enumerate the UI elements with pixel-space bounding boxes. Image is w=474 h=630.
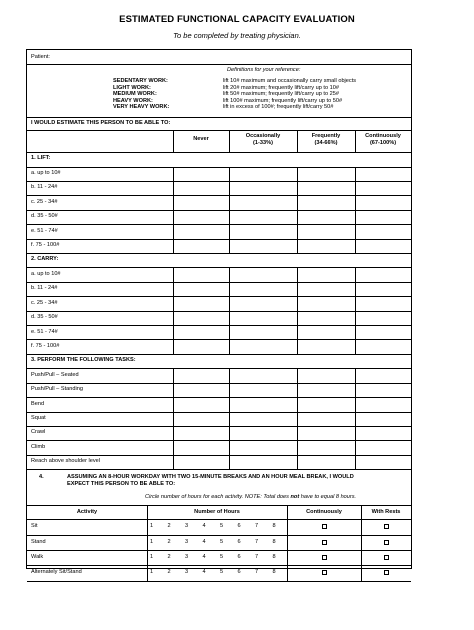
tasks-row-label: Climb	[31, 443, 46, 450]
instruction-text: have to equal 8 hours.	[299, 494, 357, 501]
hour-option-7[interactable]: 7	[255, 538, 259, 545]
lift-row-label: a. up to 10#	[31, 170, 61, 176]
lift-row-continuously-cell[interactable]	[355, 167, 411, 181]
carry-row-frequently-cell[interactable]	[297, 282, 355, 296]
page-title: ESTIMATED FUNCTIONAL CAPACITY EVALUATION	[119, 14, 355, 25]
carry-row-frequently-cell[interactable]	[297, 296, 355, 310]
tasks-row-never-cell[interactable]	[173, 412, 229, 426]
hour-option-6[interactable]: 6	[237, 569, 241, 576]
definitions-heading: Definitions for your reference:	[227, 67, 301, 73]
definition-term: LIGHT WORK:	[113, 84, 151, 91]
hours-row-rule	[27, 550, 411, 551]
carry-row-label: a. up to 10#	[31, 270, 61, 277]
continuously-checkbox[interactable]	[322, 555, 327, 560]
column-occasionally: Occasionally	[245, 133, 281, 139]
hour-option-2[interactable]: 2	[167, 538, 171, 545]
hour-option-7[interactable]: 7	[255, 553, 259, 560]
carry-row-frequently-cell[interactable]	[297, 267, 355, 281]
workday-line2: EXPECT THIS PERSON TO BE ABLE TO:	[67, 481, 176, 488]
carry-row-occasionally-cell[interactable]	[229, 282, 297, 296]
column-continuously: Continuously	[365, 133, 401, 139]
definition-term: SEDENTARY WORK:	[113, 78, 168, 84]
tasks-row-frequently-cell[interactable]	[297, 397, 355, 411]
activity-label: Stand	[31, 538, 46, 545]
tasks-row-frequently-cell[interactable]	[297, 455, 355, 469]
lift-row-continuously-cell[interactable]	[355, 210, 411, 224]
column-rule	[229, 130, 230, 152]
hour-option-2[interactable]: 2	[167, 569, 171, 576]
definition-text: lift 100# maximum; frequently lift/carry up to 50#	[223, 97, 343, 104]
column-rule	[229, 368, 230, 469]
lift-row-frequently-cell[interactable]	[297, 210, 355, 224]
lift-row-continuously-cell[interactable]	[355, 224, 411, 238]
column-continuously: Continuously	[306, 509, 342, 516]
column-rule	[297, 130, 298, 152]
instruction-emphasis: not	[290, 494, 300, 501]
workday-number: 4.	[39, 474, 44, 481]
column-rule	[297, 368, 298, 469]
patient-row-rule	[27, 64, 411, 65]
continuously-checkbox[interactable]	[322, 540, 327, 545]
tasks-row-occasionally-cell[interactable]	[229, 455, 297, 469]
definition-text: lift 10# maximum and occasionally carry small objects	[223, 78, 357, 84]
tasks-row-label: Push/Pull – Standing	[31, 386, 83, 393]
hour-option-6[interactable]: 6	[237, 523, 241, 530]
tasks-row-frequently-cell[interactable]	[297, 440, 355, 454]
activity-label: Alternately Sit/Stand	[31, 569, 82, 576]
carry-row-never-cell[interactable]	[173, 311, 229, 325]
lift-row-occasionally-cell[interactable]	[229, 224, 297, 238]
tasks-row-label: Push/Pull – Seated	[31, 371, 79, 378]
tasks-row-label: Bend	[31, 400, 45, 407]
lift-row-frequently-cell[interactable]	[297, 239, 355, 253]
hour-option-8[interactable]: 8	[272, 569, 276, 576]
patient-label: Patient:	[31, 54, 50, 60]
tasks-row-continuously-cell[interactable]	[355, 397, 411, 411]
tasks-row-never-cell[interactable]	[173, 440, 229, 454]
carry-row-occasionally-cell[interactable]	[229, 325, 297, 339]
lift-row-never-cell[interactable]	[173, 195, 229, 209]
hours-table-top-rule	[27, 505, 411, 506]
estimate-heading: I WOULD ESTIMATE THIS PERSON TO BE ABLE TO:	[31, 120, 171, 126]
carry-row-occasionally-cell[interactable]	[229, 267, 297, 281]
lift-row-label: f. 75 - 100#	[31, 242, 60, 248]
carry-row-occasionally-cell[interactable]	[229, 296, 297, 310]
definition-text: lift 50# maximum; frequently lift/carry up to 25#	[223, 91, 339, 98]
lift-row-frequently-cell[interactable]	[297, 224, 355, 238]
lift-row-never-cell[interactable]	[173, 224, 229, 238]
tasks-row-occasionally-cell[interactable]	[229, 426, 297, 440]
carry-row-label: e. 51 - 74#	[31, 328, 58, 335]
carry-row-continuously-cell[interactable]	[355, 311, 411, 325]
page-subtitle: To be completed by treating physician.	[173, 31, 301, 40]
hour-option-5[interactable]: 5	[220, 538, 224, 545]
hour-option-8[interactable]: 8	[272, 538, 276, 545]
lift-row-continuously-cell[interactable]	[355, 195, 411, 209]
carry-row-label: f. 75 - 100#	[31, 342, 60, 349]
definition-term: MEDIUM WORK:	[113, 91, 157, 98]
hour-option-3[interactable]: 3	[185, 538, 189, 545]
column-with-rests: With Rests	[371, 509, 401, 516]
lift-row-frequently-cell[interactable]	[297, 167, 355, 181]
activity-label: Walk	[31, 553, 44, 560]
with-rests-checkbox[interactable]	[384, 540, 389, 545]
instruction-text: Circle number of hours for each activity. NOTE: Total does	[145, 494, 291, 501]
continuously-checkbox[interactable]	[322, 524, 327, 529]
hours-row-rule	[27, 581, 411, 582]
hours-column-rule	[287, 505, 288, 581]
with-rests-checkbox[interactable]	[384, 570, 389, 575]
lift-row-occasionally-cell[interactable]	[229, 181, 297, 195]
carry-row-never-cell[interactable]	[173, 296, 229, 310]
carry-row-never-cell[interactable]	[173, 267, 229, 281]
hour-option-7[interactable]: 7	[255, 523, 259, 530]
carry-row-frequently-cell[interactable]	[297, 311, 355, 325]
tasks-row-frequently-cell[interactable]	[297, 383, 355, 397]
tasks-row-continuously-cell[interactable]	[355, 440, 411, 454]
form-grid	[27, 50, 411, 576]
lift-heading: 1. LIFT:	[31, 155, 51, 161]
workday-line1: ASSUMING AN 8-HOUR WORKDAY WITH TWO 15-MINUTE BREAKS AND AN HOUR MEAL BREAK, I WOULD	[67, 474, 354, 481]
definition-text: lift in excess of 100#; frequently lift/carry 50#	[223, 104, 334, 111]
carry-row-occasionally-cell[interactable]	[229, 311, 297, 325]
lift-row-rule	[27, 253, 411, 254]
hour-option-3[interactable]: 3	[185, 553, 189, 560]
with-rests-checkbox[interactable]	[384, 524, 389, 529]
carry-row-never-cell[interactable]	[173, 325, 229, 339]
definition-term: VERY HEAVY WORK:	[113, 104, 170, 111]
with-rests-checkbox[interactable]	[384, 555, 389, 560]
column-occasionally-pct: (1-33%)	[253, 140, 273, 146]
definition-term: HEAVY WORK:	[113, 97, 153, 104]
hours-column-rule	[147, 505, 148, 581]
hour-option-2[interactable]: 2	[167, 523, 171, 530]
column-activity: Activity	[76, 509, 98, 516]
lift-row-occasionally-cell[interactable]	[229, 195, 297, 209]
hour-option-6[interactable]: 6	[237, 553, 241, 560]
tasks-row-occasionally-cell[interactable]	[229, 440, 297, 454]
hour-option-1[interactable]: 1	[150, 553, 154, 560]
column-rule	[173, 267, 174, 353]
column-rule	[355, 368, 356, 469]
carry-row-continuously-cell[interactable]	[355, 282, 411, 296]
column-rule	[355, 130, 356, 152]
carry-row-label: c. 25 - 34#	[31, 299, 58, 306]
tasks-row-never-cell[interactable]	[173, 383, 229, 397]
carry-row-continuously-cell[interactable]	[355, 325, 411, 339]
tasks-row-label: Crawl	[31, 429, 46, 436]
hour-option-4[interactable]: 4	[202, 538, 206, 545]
activity-label: Sit	[31, 523, 38, 530]
column-continuously-pct: (67-100%)	[369, 140, 397, 146]
carry-row-continuously-cell[interactable]	[355, 296, 411, 310]
column-rule	[173, 130, 174, 152]
lift-row-label: e. 51 - 74#	[31, 227, 58, 234]
tasks-row-continuously-cell[interactable]	[355, 426, 411, 440]
carry-row-frequently-cell[interactable]	[297, 339, 355, 353]
hour-option-1[interactable]: 1	[150, 538, 154, 545]
carry-row-rule	[27, 354, 411, 355]
tasks-row-frequently-cell[interactable]	[297, 368, 355, 382]
tasks-row-label: Squat	[31, 415, 46, 421]
carry-row-continuously-cell[interactable]	[355, 267, 411, 281]
hour-option-8[interactable]: 8	[272, 523, 276, 530]
tasks-row-frequently-cell[interactable]	[297, 426, 355, 440]
lift-row-never-cell[interactable]	[173, 210, 229, 224]
hour-option-4[interactable]: 4	[202, 569, 206, 576]
tasks-row-occasionally-cell[interactable]	[229, 397, 297, 411]
tasks-row-frequently-cell[interactable]	[297, 412, 355, 426]
tasks-row-never-cell[interactable]	[173, 397, 229, 411]
tasks-row-rule	[27, 469, 411, 470]
column-rule	[297, 167, 298, 253]
carry-row-occasionally-cell[interactable]	[229, 339, 297, 353]
lift-row-never-cell[interactable]	[173, 239, 229, 253]
column-never: Never	[193, 136, 209, 142]
carry-row-never-cell[interactable]	[173, 282, 229, 296]
carry-heading: 2. CARRY:	[31, 255, 59, 262]
tasks-row-never-cell[interactable]	[173, 455, 229, 469]
lift-row-frequently-cell[interactable]	[297, 195, 355, 209]
tasks-heading: 3. PERFORM THE FOLLOWING TASKS:	[31, 356, 136, 363]
carry-row-label: d. 35 - 50#	[31, 314, 58, 321]
carry-row-label: b. 11 - 24#	[31, 285, 58, 292]
column-frequently-pct: (34-66%)	[314, 140, 338, 146]
column-rule	[355, 167, 356, 253]
hour-option-8[interactable]: 8	[272, 553, 276, 560]
column-header-rule	[27, 152, 411, 153]
hour-option-7[interactable]: 7	[255, 569, 259, 576]
column-rule	[173, 368, 174, 469]
tasks-row-occasionally-cell[interactable]	[229, 368, 297, 382]
tasks-row-occasionally-cell[interactable]	[229, 412, 297, 426]
column-rule	[229, 167, 230, 253]
lift-row-never-cell[interactable]	[173, 167, 229, 181]
lift-row-never-cell[interactable]	[173, 181, 229, 195]
hour-option-6[interactable]: 6	[237, 538, 241, 545]
tasks-row-label: Reach above shoulder level	[31, 458, 101, 465]
column-rule	[355, 267, 356, 353]
carry-row-frequently-cell[interactable]	[297, 325, 355, 339]
estimate-rule	[27, 130, 411, 131]
workday-instruction	[145, 495, 356, 501]
tasks-row-never-cell[interactable]	[173, 368, 229, 382]
lift-row-label: b. 11 - 24#	[31, 184, 58, 191]
hour-option-1[interactable]: 1	[150, 569, 154, 576]
tasks-row-continuously-cell[interactable]	[355, 383, 411, 397]
hours-header-rule	[27, 519, 411, 520]
lift-row-label: d. 35 - 50#	[31, 213, 58, 220]
hour-option-5[interactable]: 5	[220, 523, 224, 530]
patient-field[interactable]	[67, 50, 407, 64]
form-frame	[26, 49, 412, 576]
continuously-checkbox[interactable]	[322, 570, 327, 575]
column-rule	[173, 167, 174, 253]
hours-row-rule	[27, 565, 411, 566]
tasks-row-continuously-cell[interactable]	[355, 368, 411, 382]
hour-option-5[interactable]: 5	[220, 569, 224, 576]
definition-text: lift 20# maximum; frequently lift/carry up to 10#	[223, 84, 339, 91]
hours-column-rule	[361, 505, 362, 581]
lift-row-occasionally-cell[interactable]	[229, 239, 297, 253]
hour-option-2[interactable]: 2	[167, 553, 171, 560]
hour-option-3[interactable]: 3	[185, 523, 189, 530]
tasks-row-continuously-cell[interactable]	[355, 412, 411, 426]
hour-option-3[interactable]: 3	[185, 569, 189, 576]
hours-row-rule	[27, 535, 411, 536]
tasks-row-occasionally-cell[interactable]	[229, 383, 297, 397]
lift-row-label: c. 25 - 34#	[31, 198, 58, 205]
definitions-rule	[27, 117, 411, 118]
hour-option-1[interactable]: 1	[150, 523, 154, 530]
carry-row-never-cell[interactable]	[173, 339, 229, 353]
lift-row-occasionally-cell[interactable]	[229, 167, 297, 181]
column-rule	[229, 267, 230, 353]
column-rule	[297, 267, 298, 353]
column-frequently: Frequently	[311, 133, 341, 139]
tasks-row-never-cell[interactable]	[173, 426, 229, 440]
hour-option-5[interactable]: 5	[220, 553, 224, 560]
hour-option-4[interactable]: 4	[202, 553, 206, 560]
tasks-row-continuously-cell[interactable]	[355, 455, 411, 469]
lift-row-continuously-cell[interactable]	[355, 181, 411, 195]
column-number-of-hours: Number of Hours	[194, 509, 240, 516]
hour-option-4[interactable]: 4	[202, 523, 206, 530]
carry-row-continuously-cell[interactable]	[355, 339, 411, 353]
lift-row-frequently-cell[interactable]	[297, 181, 355, 195]
lift-row-occasionally-cell[interactable]	[229, 210, 297, 224]
lift-row-continuously-cell[interactable]	[355, 239, 411, 253]
